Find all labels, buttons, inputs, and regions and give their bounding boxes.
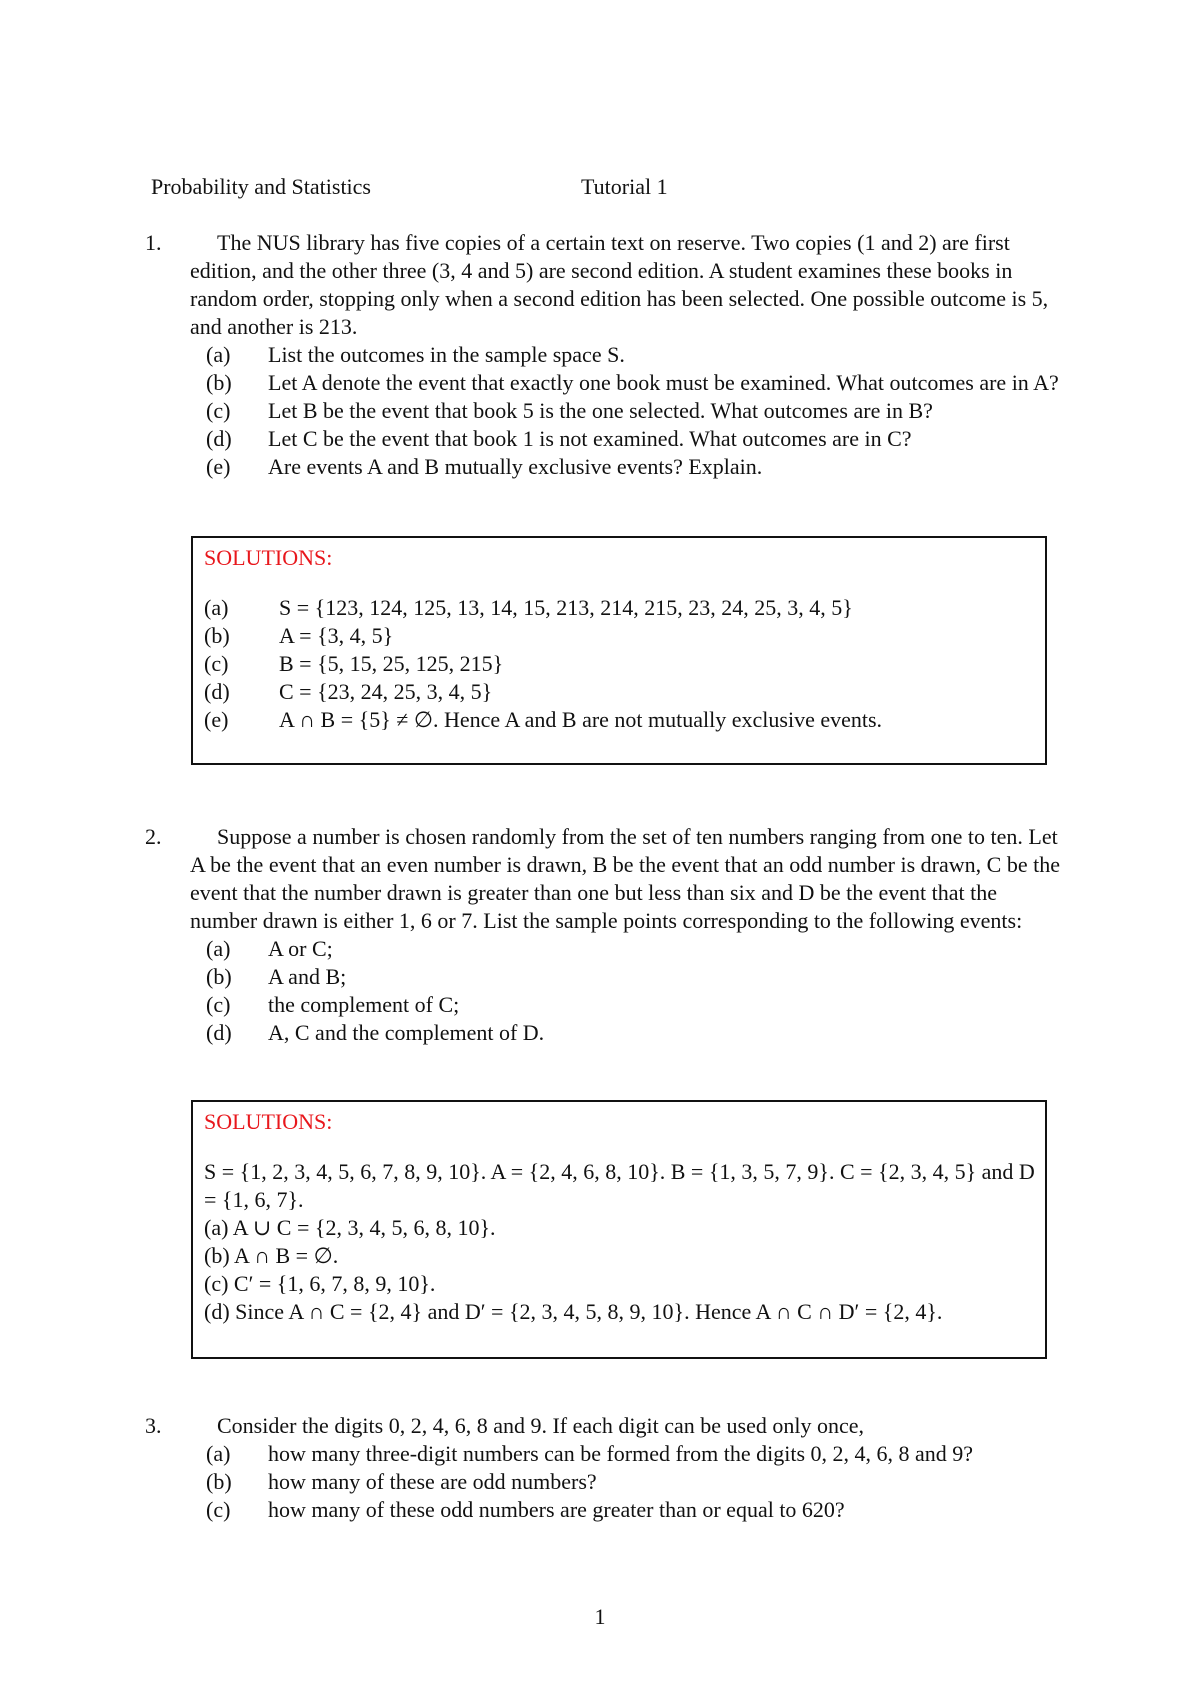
question-stem: Consider the digits 0, 2, 4, 6, 8 and 9. If each digit can be used only once, [217, 1413, 865, 1438]
part-text: A or C; [268, 936, 333, 961]
part-label: (b) [206, 370, 232, 395]
solution-row [204, 650, 1035, 678]
question-stem: Suppose a number is chosen randomly from the set of ten numbers ranging from one to ten. Let A be the event that an even number is drawn, B be the event that an odd number is drawn, C be the event that the number drawn is greater than one but less than six and D be the event that the number drawn is either 1, 6 or 7. List the sample points corresponding to the following events: [190, 824, 1060, 933]
solution-intro: S = {1, 2, 3, 4, 5, 6, 7, 8, 9, 10}. A = {2, 4, 6, 8, 10}. B = {1, 3, 5, 7, 9}. C = {2, 3, 4, 5} and D = {1, 6, 7}. [204, 1159, 1035, 1212]
part-label: (c) [206, 398, 231, 423]
part-label: (d) [206, 426, 232, 451]
solution-row [204, 706, 1035, 734]
question-part [206, 1019, 1065, 1047]
part-label: (c) [206, 992, 231, 1017]
part-text: Let A denote the event that exactly one book must be examined. What outcomes are in A? [268, 370, 1059, 395]
question-part [206, 1468, 1065, 1496]
solution-row: (b) A ∩ B = ∅. [204, 1243, 339, 1268]
part-text: A and B; [268, 964, 347, 989]
solutions-heading: SOLUTIONS: [204, 1109, 333, 1134]
solutions-box-1 [191, 536, 1047, 765]
solution-row: (d) Since A ∩ C = {2, 4} and D′ = {2, 3, 4, 5, 8, 9, 10}. Hence A ∩ C ∩ D′ = {2, 4}. [204, 1299, 943, 1324]
solution-row [204, 678, 1035, 706]
question-part [206, 935, 1065, 963]
solutions-heading: SOLUTIONS: [204, 545, 333, 570]
question-parts [190, 935, 1065, 1047]
solution-row: (a) A ∪ C = {2, 3, 4, 5, 6, 8, 10}. [204, 1215, 496, 1240]
part-text: Let C be the event that book 1 is not examined. What outcomes are in C? [268, 426, 912, 451]
question-part [206, 369, 1065, 397]
question-part [206, 963, 1065, 991]
page-number: 1 [594, 1604, 606, 1629]
question-part [206, 991, 1065, 1019]
question-2 [145, 823, 1065, 1047]
part-label: (c) [206, 1497, 231, 1522]
question-part [206, 1440, 1065, 1468]
solutions-box-2 [191, 1100, 1047, 1359]
solution-text: S = {123, 124, 125, 13, 14, 15, 213, 214, 215, 23, 24, 25, 3, 4, 5} [279, 595, 853, 620]
question-part [206, 425, 1065, 453]
part-text: the complement of C; [268, 992, 460, 1017]
question-number: 2. [145, 824, 162, 849]
question-3 [145, 1412, 1065, 1524]
question-1 [145, 229, 1065, 481]
part-label: (d) [206, 1020, 232, 1045]
course-title: Probability and Statistics [151, 174, 371, 199]
question-parts [190, 341, 1065, 481]
part-label: (e) [206, 454, 231, 479]
part-label: (b) [206, 1469, 232, 1494]
solution-label: (e) [204, 707, 229, 732]
question-number: 3. [145, 1413, 162, 1438]
question-number: 1. [145, 230, 162, 255]
part-label: (a) [206, 936, 231, 961]
solution-label: (d) [204, 679, 230, 704]
part-label: (a) [206, 342, 231, 367]
tutorial-title: Tutorial 1 [581, 174, 668, 199]
solution-text: C = {23, 24, 25, 3, 4, 5} [279, 679, 493, 704]
solution-text: A ∩ B = {5} ≠ ∅. Hence A and B are not mutually exclusive events. [279, 707, 883, 732]
question-stem: The NUS library has five copies of a certain text on reserve. Two copies (1 and 2) are first edition, and the other three (3, 4 and 5) are second edition. A student examines these books in random order, stopping only when a second edition has been selected. One possible outcome is 5, and another is 213. [190, 230, 1049, 339]
part-text: how many three-digit numbers can be formed from the digits 0, 2, 4, 6, 8 and 9? [268, 1441, 974, 1466]
question-part [206, 453, 1065, 481]
solution-label: (c) [204, 651, 229, 676]
solution-label: (a) [204, 595, 229, 620]
part-text: List the outcomes in the sample space S. [268, 342, 625, 367]
part-text: Are events A and B mutually exclusive events? Explain. [268, 454, 763, 479]
part-label: (b) [206, 964, 232, 989]
solution-row [204, 594, 1035, 622]
solution-label: (b) [204, 623, 230, 648]
solution-text: B = {5, 15, 25, 125, 215} [279, 651, 504, 676]
part-text: A, C and the complement of D. [268, 1020, 545, 1045]
solution-row: (c) C′ = {1, 6, 7, 8, 9, 10}. [204, 1271, 436, 1296]
question-part [206, 341, 1065, 369]
part-text: Let B be the event that book 5 is the one selected. What outcomes are in B? [268, 398, 933, 423]
question-parts [190, 1440, 1065, 1524]
solution-text: A = {3, 4, 5} [279, 623, 394, 648]
question-part [206, 397, 1065, 425]
part-text: how many of these are odd numbers? [268, 1469, 597, 1494]
solution-row [204, 622, 1035, 650]
part-text: how many of these odd numbers are greater than or equal to 620? [268, 1497, 845, 1522]
question-part [206, 1496, 1065, 1524]
part-label: (a) [206, 1441, 231, 1466]
